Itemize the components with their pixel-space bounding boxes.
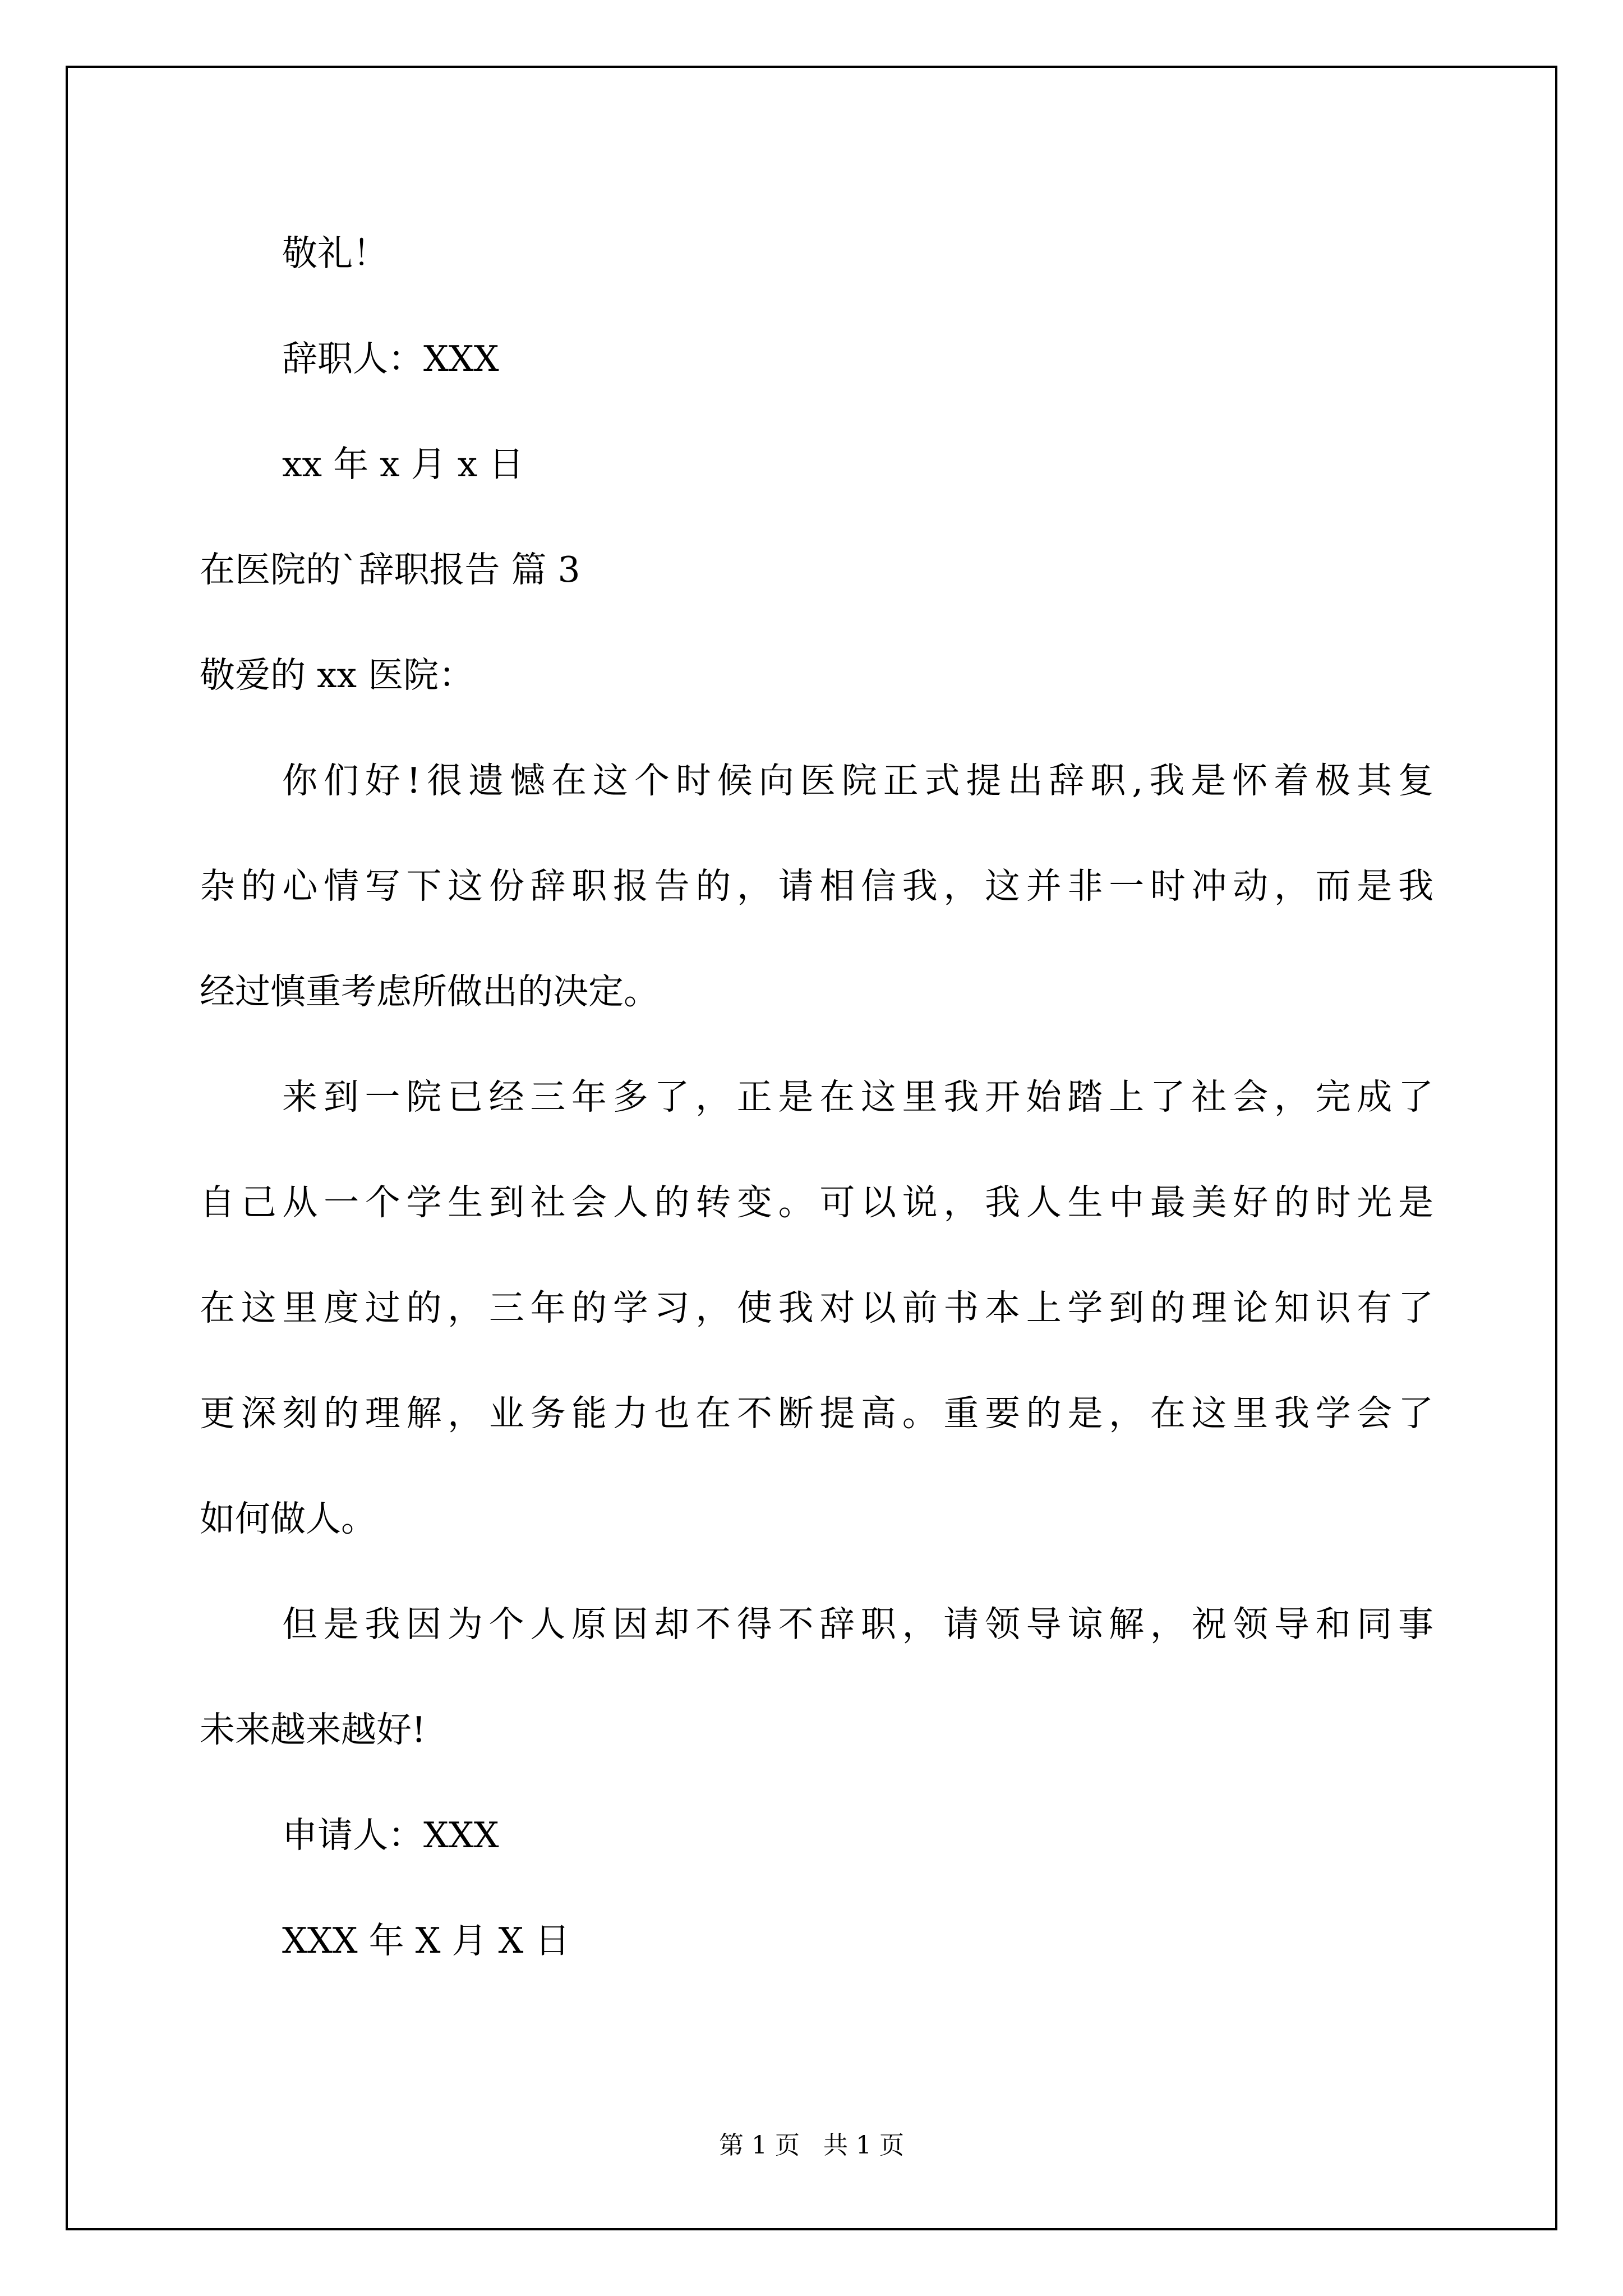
paragraph-2-line-3: 在这里度过的，三年的学习，使我对以前书本上学到的理论知识有了 [200,1287,1433,1328]
paragraph-1-line-2: 杂的心情写下这份辞职报告的，请相信我，这并非一时冲动，而是我 [200,866,1433,907]
section-title: 在医院的`辞职报告 篇 3 [200,549,580,590]
applicant-signature: 申请人：XXX [282,1815,499,1856]
paragraph-3-line-1: 但是我因为个人原因却不得不辞职，请领导谅解，祝领导和同事 [282,1604,1433,1645]
paragraph-1-line-1: 你们好!很遗憾在这个时候向医院正式提出辞职,我是怀着极其复 [282,760,1433,801]
date-line-2: XXX 年 X 月 X 日 [282,1920,570,1961]
paragraph-2-line-4: 更深刻的理解，业务能力也在不断提高。重要的是，在这里我学会了 [200,1393,1433,1434]
paragraph-2-line-2: 自己从一个学生到社会人的转变。可以说，我人生中最美好的时光是 [200,1182,1433,1223]
date-line-1: xx 年 x 月 x 日 [282,444,524,485]
paragraph-3-line-2: 未来越来越好! [200,1709,426,1750]
resigner-signature: 辞职人：XXX [282,338,499,379]
paragraph-1-line-3: 经过慎重考虑所做出的决定。 [200,971,659,1012]
page-border [66,66,1557,2230]
salutation: 敬爱的 xx 医院： [200,655,474,696]
page-footer: 第 1 页 共 1 页 [719,2131,904,2160]
paragraph-2-line-1: 来到一院已经三年多了，正是在这里我开始踏上了社会，完成了 [282,1076,1433,1117]
closing-line: 敬礼！ [282,233,388,274]
paragraph-2-line-5: 如何做人。 [200,1498,376,1539]
